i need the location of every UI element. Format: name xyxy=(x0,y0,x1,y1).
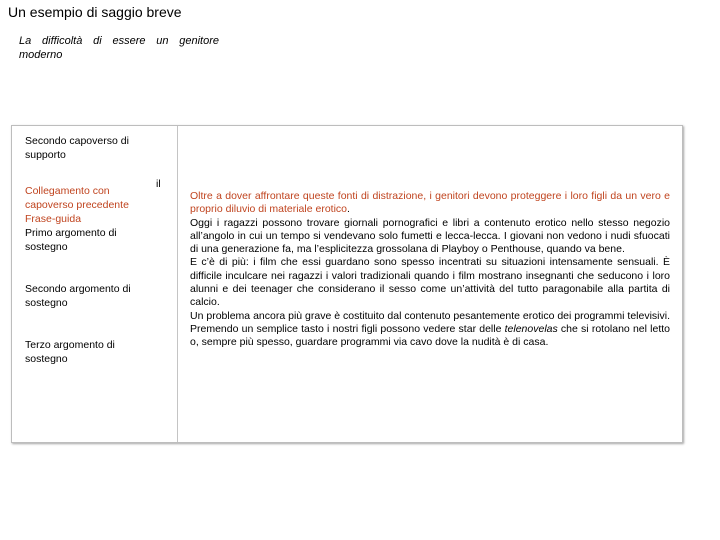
first-argument-text: Oggi i ragazzi possono trovare giornali pornografici e libri a contenuto erotico nello stesso negozio all’angolo in cui un tempo si vendevano solo fumetti e lecca-lecca. I giovani non vedono i nudi sfuocati di una generazione fa, ma l’esplicitezza grossolana di Playboy o Penthouse, quando va bene. xyxy=(190,216,670,256)
link-label-line-2: capoverso precedente xyxy=(25,199,129,211)
structure-labels-column xyxy=(25,134,137,366)
essay-text-column xyxy=(190,190,670,350)
link-label-line-1: Collegamento con xyxy=(25,185,110,197)
link-label-line-3: Frase-guida xyxy=(25,213,82,225)
topic-sentence-period: . xyxy=(347,203,350,216)
link-label xyxy=(25,184,137,226)
third-argument-label: Terzo argomento di sostegno xyxy=(25,339,115,365)
third-argument-text-end: che si rotolano nel letto o, sempre più spesso, guardare programmi via cavo dove la nudità è di casa. xyxy=(190,322,670,349)
second-argument-label: Secondo argomento di sostegno xyxy=(25,283,131,309)
topic-sentence xyxy=(190,190,670,217)
section-heading: Secondo capoverso di supporto xyxy=(25,135,129,161)
page-title: Un esempio di saggio breve xyxy=(8,4,182,20)
third-argument-text xyxy=(190,310,670,350)
second-argument-text: E c’è di più: i film che essi guardano sono spesso incentrati su situazioni intensamente sensuali. È difficile inculcare nei ragazzi i valori tradizionali quando i film mostrano insegnanti che seducono i loro alunni e dei teenager che considerano il sesso come un’attività del tutto paragonabile alla partita di calcio. xyxy=(190,256,670,309)
topic-sentence-text: Oltre a dover affrontare queste fonti di distrazione, i genitori devono proteggere i loro figli da un vero e proprio diluvio di materiale erotico xyxy=(190,190,670,216)
link-label-word: il xyxy=(156,178,161,190)
essay-subtitle: La difficoltà di essere un genitore moderno xyxy=(19,35,219,61)
third-argument-text-start: Un problema ancora più grave è costituito dal contenuto pesantemente erotico dei programmi televisivi. Premendo un semplice tasto i nostri figli possono vedere star delle xyxy=(190,309,670,335)
essay-structure-table xyxy=(11,125,683,443)
third-argument-text-italic: telenovelas xyxy=(504,322,558,335)
column-divider xyxy=(177,126,178,442)
first-argument-label: Primo argomento di sostegno xyxy=(25,227,117,253)
